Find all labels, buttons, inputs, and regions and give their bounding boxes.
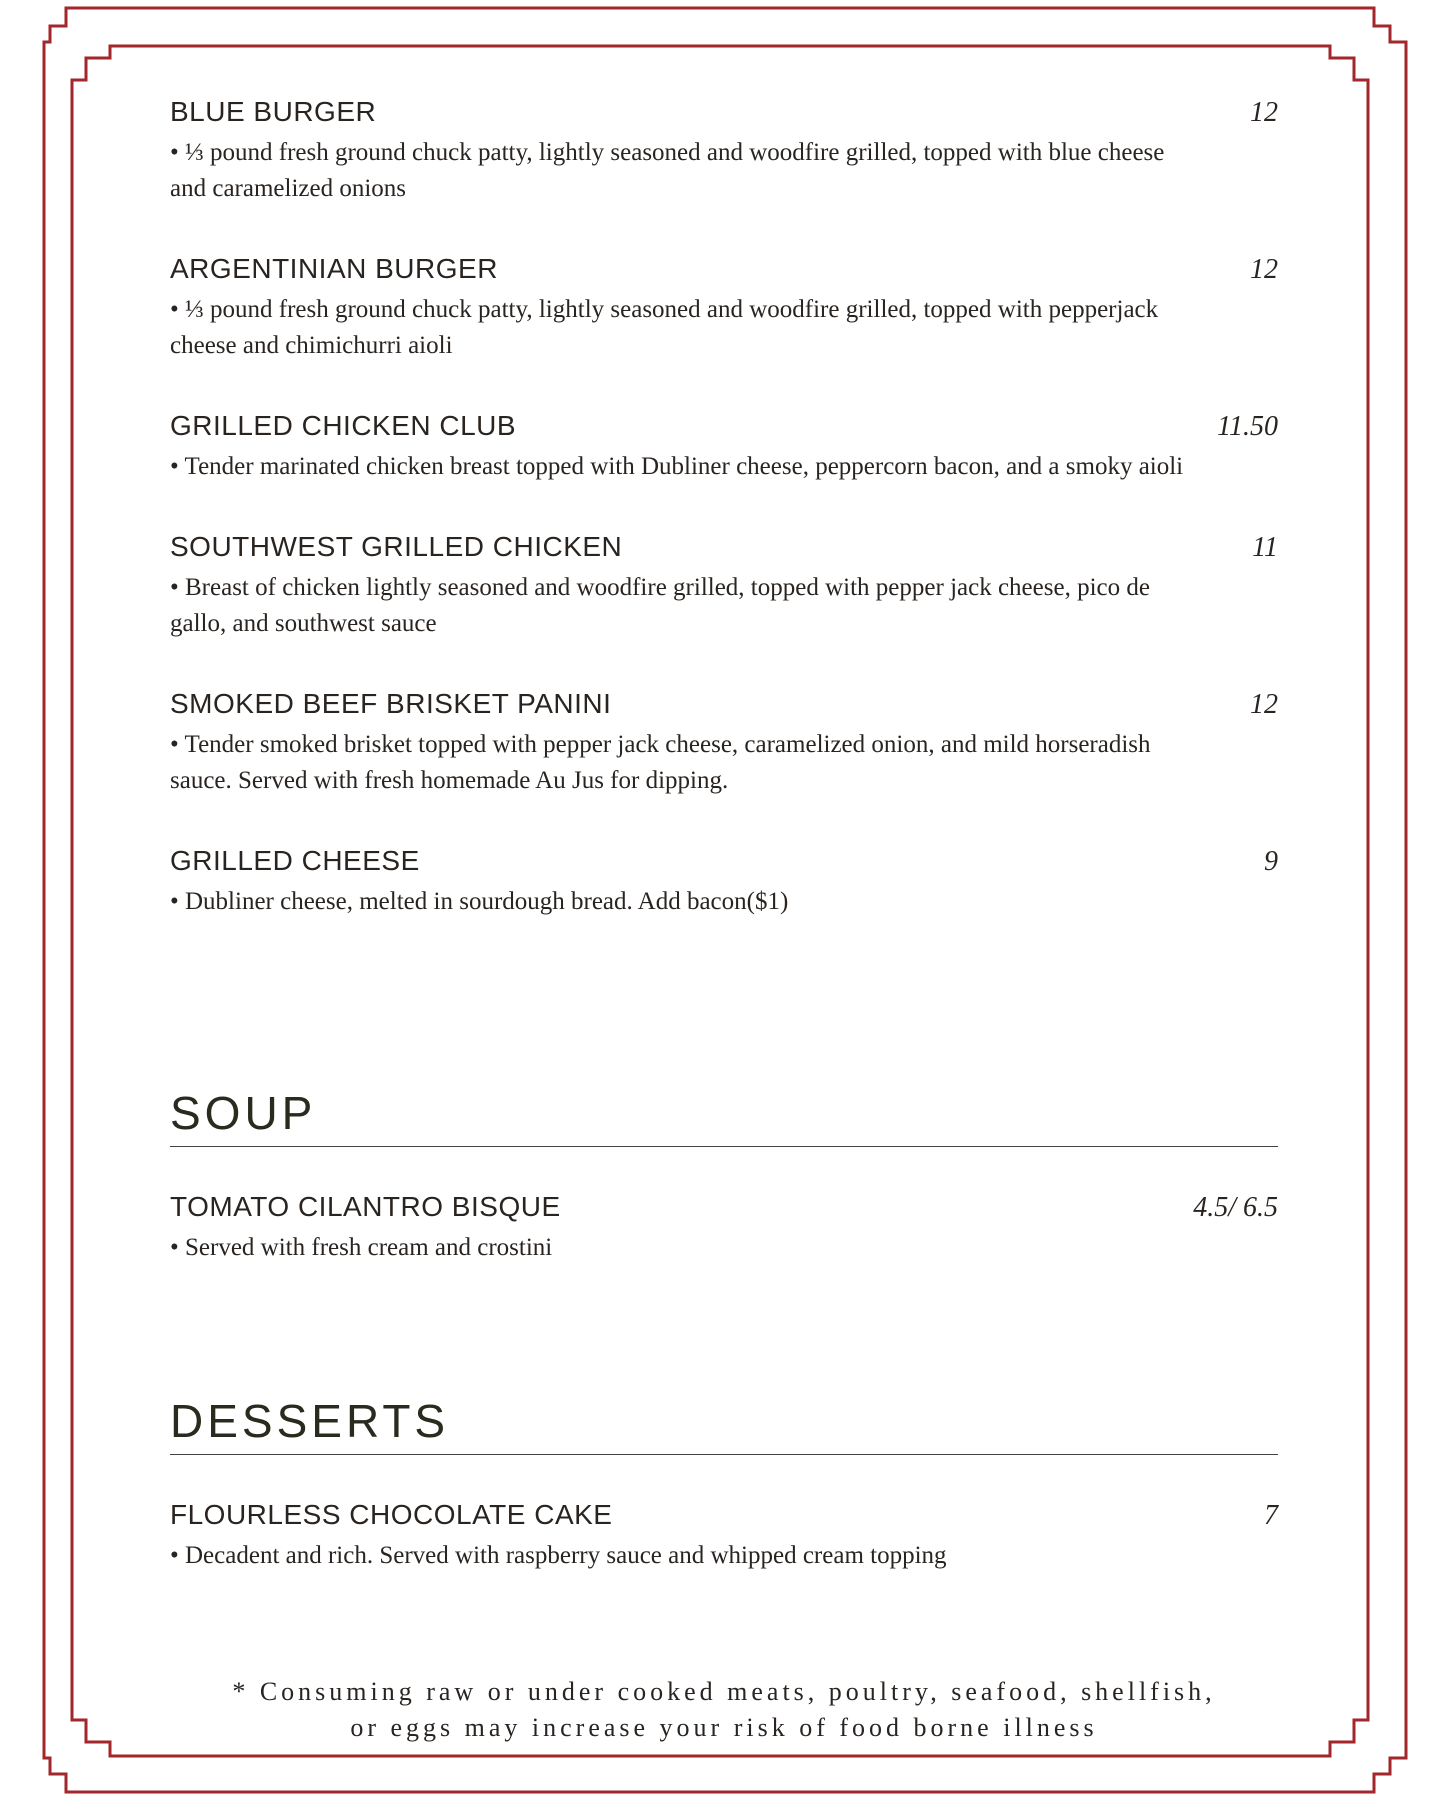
section-title-soup: SOUP [170,1086,1278,1147]
menu-item [170,253,1278,364]
item-name: SMOKED BEEF BRISKET PANINI [170,688,612,719]
item-name: ARGENTINIAN BURGER [170,253,498,284]
item-price: 12 [1250,97,1278,128]
item-name: GRILLED CHEESE [170,845,420,876]
menu-item [170,410,1278,485]
soup-section [170,1086,1278,1312]
menu-item [170,1191,1278,1266]
menu-item [170,96,1278,207]
menu-item [170,531,1278,642]
item-name: GRILLED CHICKEN CLUB [170,410,517,441]
item-price: 12 [1250,254,1278,285]
desserts-section [170,1394,1278,1620]
food-safety-disclaimer [170,1674,1278,1746]
item-name: BLUE BURGER [170,96,377,127]
item-description: • Breast of chicken lightly seasoned and woodfire grilled, topped with pepper jack cheese, pico de gallo, and southwest sauce [170,574,1150,637]
item-name: SOUTHWEST GRILLED CHICKEN [170,531,623,562]
item-description: • ⅓ pound fresh ground chuck patty, lightly seasoned and woodfire grilled, topped with pepperjack cheese and chimichurri aioli [170,296,1159,359]
item-description: • Served with fresh cream and crostini [170,1234,553,1261]
item-price: 4.5/ 6.5 [1193,1192,1278,1223]
item-description: • Tender smoked brisket topped with pepper jack cheese, caramelized onion, and mild horseradish sauce. Served with fresh homemade Au Jus for dipping. [170,731,1151,794]
menu-item [170,1499,1278,1574]
menu-item [170,845,1278,920]
item-description: • Dubliner cheese, melted in sourdough bread. Add bacon($1) [170,888,789,915]
item-price: 11.50 [1217,411,1278,442]
item-price: 11 [1252,532,1278,563]
item-name: TOMATO CILANTRO BISQUE [170,1191,561,1222]
menu-item [170,688,1278,799]
item-description: • Decadent and rich. Served with raspberry sauce and whipped cream topping [170,1542,947,1569]
item-description: • ⅓ pound fresh ground chuck patty, lightly seasoned and woodfire grilled, topped with blue cheese and caramelized onions [170,139,1165,202]
section-title-desserts: DESSERTS [170,1394,1278,1455]
item-price: 9 [1264,846,1278,877]
item-price: 7 [1264,1500,1278,1531]
menu-items-list [170,96,1278,966]
item-price: 12 [1250,689,1278,720]
disclaimer-line-1: * Consuming raw or under cooked meats, poultry, seafood, shellfish, [232,1677,1216,1706]
item-description: • Tender marinated chicken breast topped with Dubliner cheese, peppercorn bacon, and a smoky aioli [170,453,1184,480]
item-name: FLOURLESS CHOCOLATE CAKE [170,1499,613,1530]
disclaimer-line-2: or eggs may increase your risk of food borne illness [350,1713,1098,1742]
